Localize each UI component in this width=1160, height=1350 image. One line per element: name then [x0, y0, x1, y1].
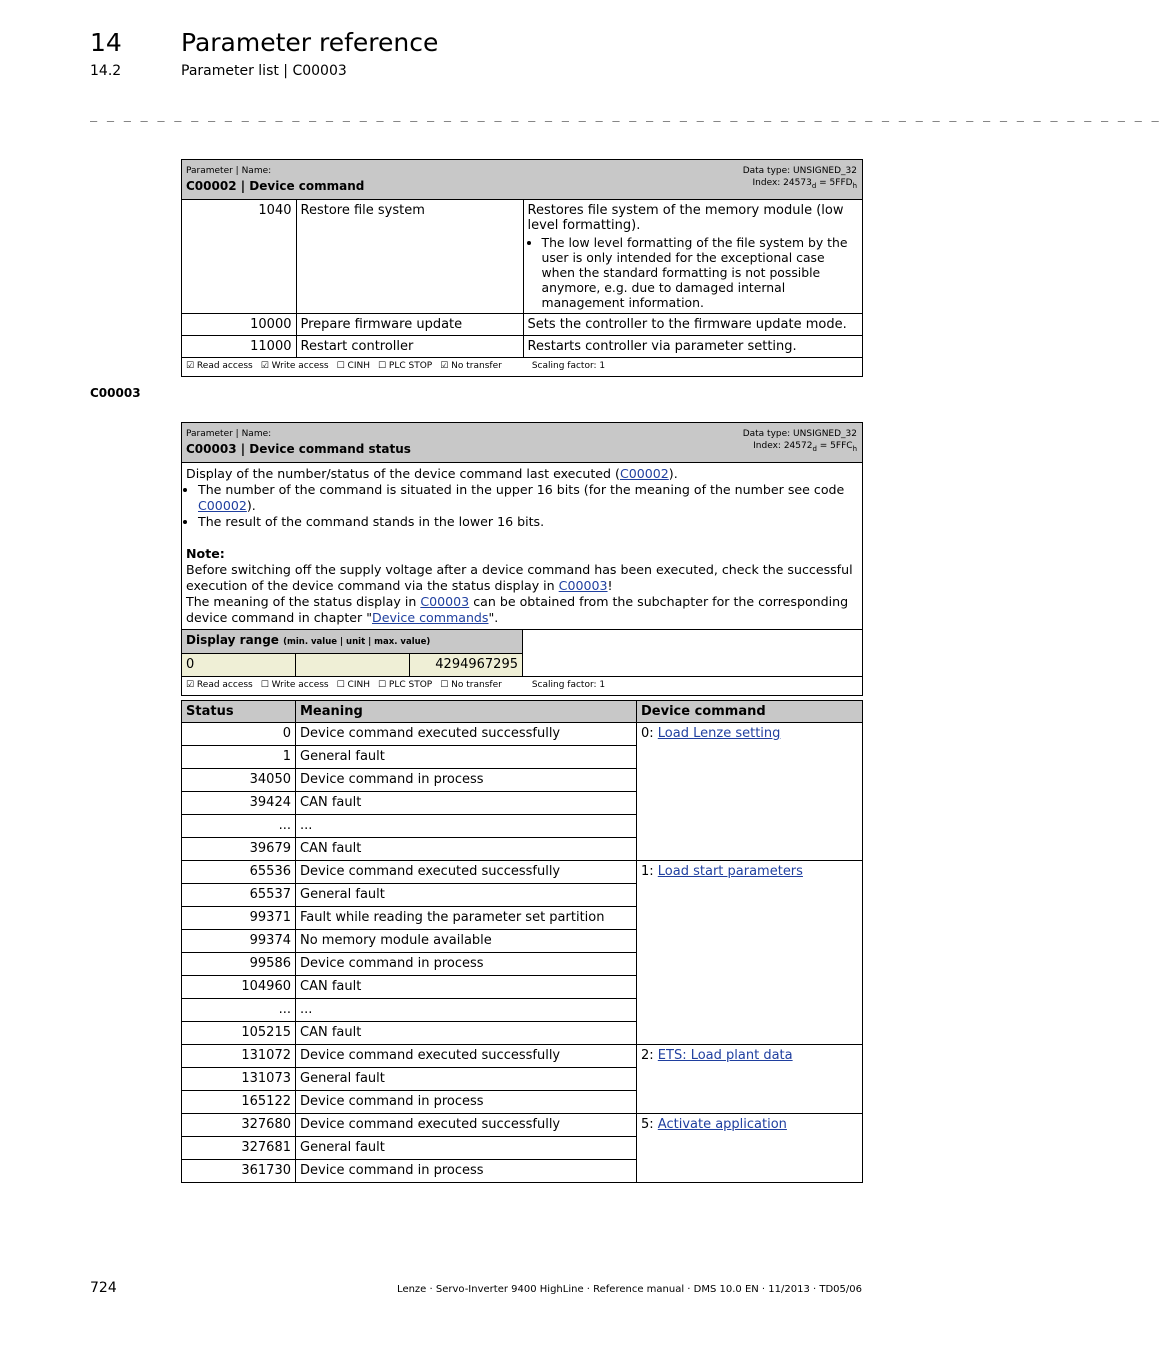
meaning-cell: Device command executed successfully	[296, 861, 637, 884]
device-command-link[interactable]: Activate application	[657, 1117, 787, 1132]
status-cell: 327680	[182, 1114, 296, 1137]
status-cell: 104960	[182, 976, 296, 999]
meaning-cell: ...	[296, 815, 637, 838]
meaning-cell: Device command in process	[296, 953, 637, 976]
value-cell: 1040	[182, 200, 296, 314]
device-command-link[interactable]: Load Lenze setting	[657, 726, 781, 741]
status-cell: 131073	[182, 1068, 296, 1091]
device-command-cell: 0: Load Lenze setting	[637, 723, 863, 861]
device-command-cell: 5: Activate application	[637, 1114, 863, 1183]
meaning-cell: Device command executed successfully	[296, 1114, 637, 1137]
status-cell: ...	[182, 999, 296, 1022]
table-row	[182, 1045, 863, 1068]
meaning-cell: ...	[296, 999, 637, 1022]
link-c00003[interactable]: C00003	[420, 594, 470, 609]
link-c00003[interactable]: C00003	[558, 578, 608, 593]
status-cell: 99586	[182, 953, 296, 976]
range-min: 0	[182, 654, 296, 676]
access-footer: ☑ Read access ☐ Write access ☐ CINH ☐ PLC STOP ☐ No transfer Scaling factor: 1	[186, 680, 606, 690]
device-command-cell: 2: ETS: Load plant data	[637, 1045, 863, 1114]
desc-cell: Sets the controller to the firmware update mode.	[523, 314, 862, 336]
param-name: C00002 | Device command	[186, 179, 365, 193]
status-table	[181, 700, 863, 1183]
meaning-cell: Device command in process	[296, 1160, 637, 1183]
status-cell: 65537	[182, 884, 296, 907]
meaning-cell: Device command in process	[296, 769, 637, 792]
display-range: Display range (min. value | unit | max. value) 0 4294967295	[182, 630, 862, 677]
param-header	[182, 423, 862, 463]
table-row	[182, 336, 862, 358]
desc-cell: Restarts controller via parameter setting.	[523, 336, 862, 358]
param-index: Index: $24573_d = 5FFD_h$	[752, 178, 857, 190]
table-row	[182, 723, 863, 746]
device-command-cell: 1: Load start parameters	[637, 861, 863, 1045]
meaning-cell: General fault	[296, 884, 637, 907]
name-cell: Restart controller	[296, 336, 523, 358]
status-table-container	[181, 700, 863, 1183]
name-cell: Prepare firmware update	[296, 314, 523, 336]
link-device-commands[interactable]: Device commands	[372, 610, 489, 625]
meaning-cell: Device command executed successfully	[296, 1045, 637, 1068]
status-cell: 165122	[182, 1091, 296, 1114]
col-header-device-command: Device command	[637, 701, 863, 723]
access-footer: ☑ Read access ☑ Write access ☐ CINH ☐ PLC STOP ☑ No transfer Scaling factor: 1	[186, 361, 606, 371]
status-cell: 65536	[182, 861, 296, 884]
meaning-cell: General fault	[296, 1068, 637, 1091]
status-cell: 39679	[182, 838, 296, 861]
note-title: Note:	[186, 546, 225, 561]
meaning-cell: Fault while reading the parameter set partition	[296, 907, 637, 930]
param-index: Index: $24572_d = 5FFC_h$	[753, 441, 857, 453]
status-cell: 1	[182, 746, 296, 769]
param-name: C00003 | Device command status	[186, 442, 411, 456]
param-description: Display of the number/status of the device command last executed (C00002). • The number of the command is situated in the upper 16 bits (for the meaning of the number see code C00002). • The result of the command stands in the lower 16 bits. Note: Before switching off the supply voltage after a device command has been executed, check the successful execution of the device command via the status display in C00003! The meaning of the status display in C00003 can be obtained from the subchapter for the corresponding device command in chapter "Device commands".	[182, 463, 862, 630]
device-command-link[interactable]: Load start parameters	[657, 864, 803, 879]
col-header-status: Status	[182, 701, 296, 723]
chapter-title: Parameter reference	[181, 28, 439, 57]
section-title: Parameter list | C00003	[181, 63, 347, 79]
meaning-cell: CAN fault	[296, 792, 637, 815]
col-header-meaning: Meaning	[296, 701, 637, 723]
value-cell: 10000	[182, 314, 296, 336]
name-cell: Restore file system	[296, 200, 523, 314]
status-cell: 99371	[182, 907, 296, 930]
status-cell: 361730	[182, 1160, 296, 1183]
meaning-cell: Device command in process	[296, 1091, 637, 1114]
separator-line: _ _ _ _ _ _ _ _ _ _ _ _ _ _ _ _ _ _ _ _ _ _ _ _ _ _ _ _ _ _ _ _ _ _ _ _ _ _ _ _ _ _ _ _ _ _ _ _ _ _ _ _ _ _ _ _ _ _ _ _ _ _ _ _	[90, 108, 1160, 122]
c00002-parameter-box	[181, 159, 863, 377]
range-unit	[296, 654, 410, 676]
meaning-cell: General fault	[296, 746, 637, 769]
section-number: 14.2	[90, 63, 122, 79]
param-label: Parameter | Name:	[186, 166, 272, 176]
footer-text: Lenze · Servo-Inverter 9400 HighLine · Reference manual · DMS 10.0 EN · 11/2013 · TD05/06	[397, 1284, 862, 1295]
status-cell: 34050	[182, 769, 296, 792]
section-heading: C00003	[90, 386, 141, 400]
status-cell: 327681	[182, 1137, 296, 1160]
meaning-cell: General fault	[296, 1137, 637, 1160]
link-c00002[interactable]: C00002	[619, 466, 669, 481]
meaning-cell: Device command executed successfully	[296, 723, 637, 746]
table-header-row	[182, 701, 863, 723]
data-type: Data type: UNSIGNED_32	[742, 166, 857, 176]
chapter-number: 14	[90, 28, 122, 57]
status-cell: 131072	[182, 1045, 296, 1068]
meaning-cell: CAN fault	[296, 838, 637, 861]
data-type: Data type: UNSIGNED_32	[742, 429, 857, 439]
status-cell: 105215	[182, 1022, 296, 1045]
status-cell: 99374	[182, 930, 296, 953]
param-label: Parameter | Name:	[186, 429, 272, 439]
page-number: 724	[90, 1280, 117, 1296]
meaning-cell: CAN fault	[296, 976, 637, 999]
table-row	[182, 861, 863, 884]
table-row	[182, 1114, 863, 1137]
c00003-parameter-box	[181, 422, 863, 696]
table-row	[182, 314, 862, 336]
status-cell: 39424	[182, 792, 296, 815]
table-row	[182, 200, 862, 314]
desc-cell: Restores file system of the memory module (low level formatting). • The low level formatting of the file system by the user is only intended for the exceptional case when the standard formatting is not possible anymore, e.g. due to damaged internal management information.	[523, 200, 862, 314]
status-cell: ...	[182, 815, 296, 838]
link-c00002[interactable]: C00002	[198, 498, 247, 513]
status-cell: 0	[182, 723, 296, 746]
meaning-cell: No memory module available	[296, 930, 637, 953]
range-max: 4294967295	[435, 657, 518, 672]
param-header	[182, 160, 862, 200]
meaning-cell: CAN fault	[296, 1022, 637, 1045]
value-cell: 11000	[182, 336, 296, 358]
device-command-link[interactable]: ETS: Load plant data	[657, 1048, 793, 1063]
